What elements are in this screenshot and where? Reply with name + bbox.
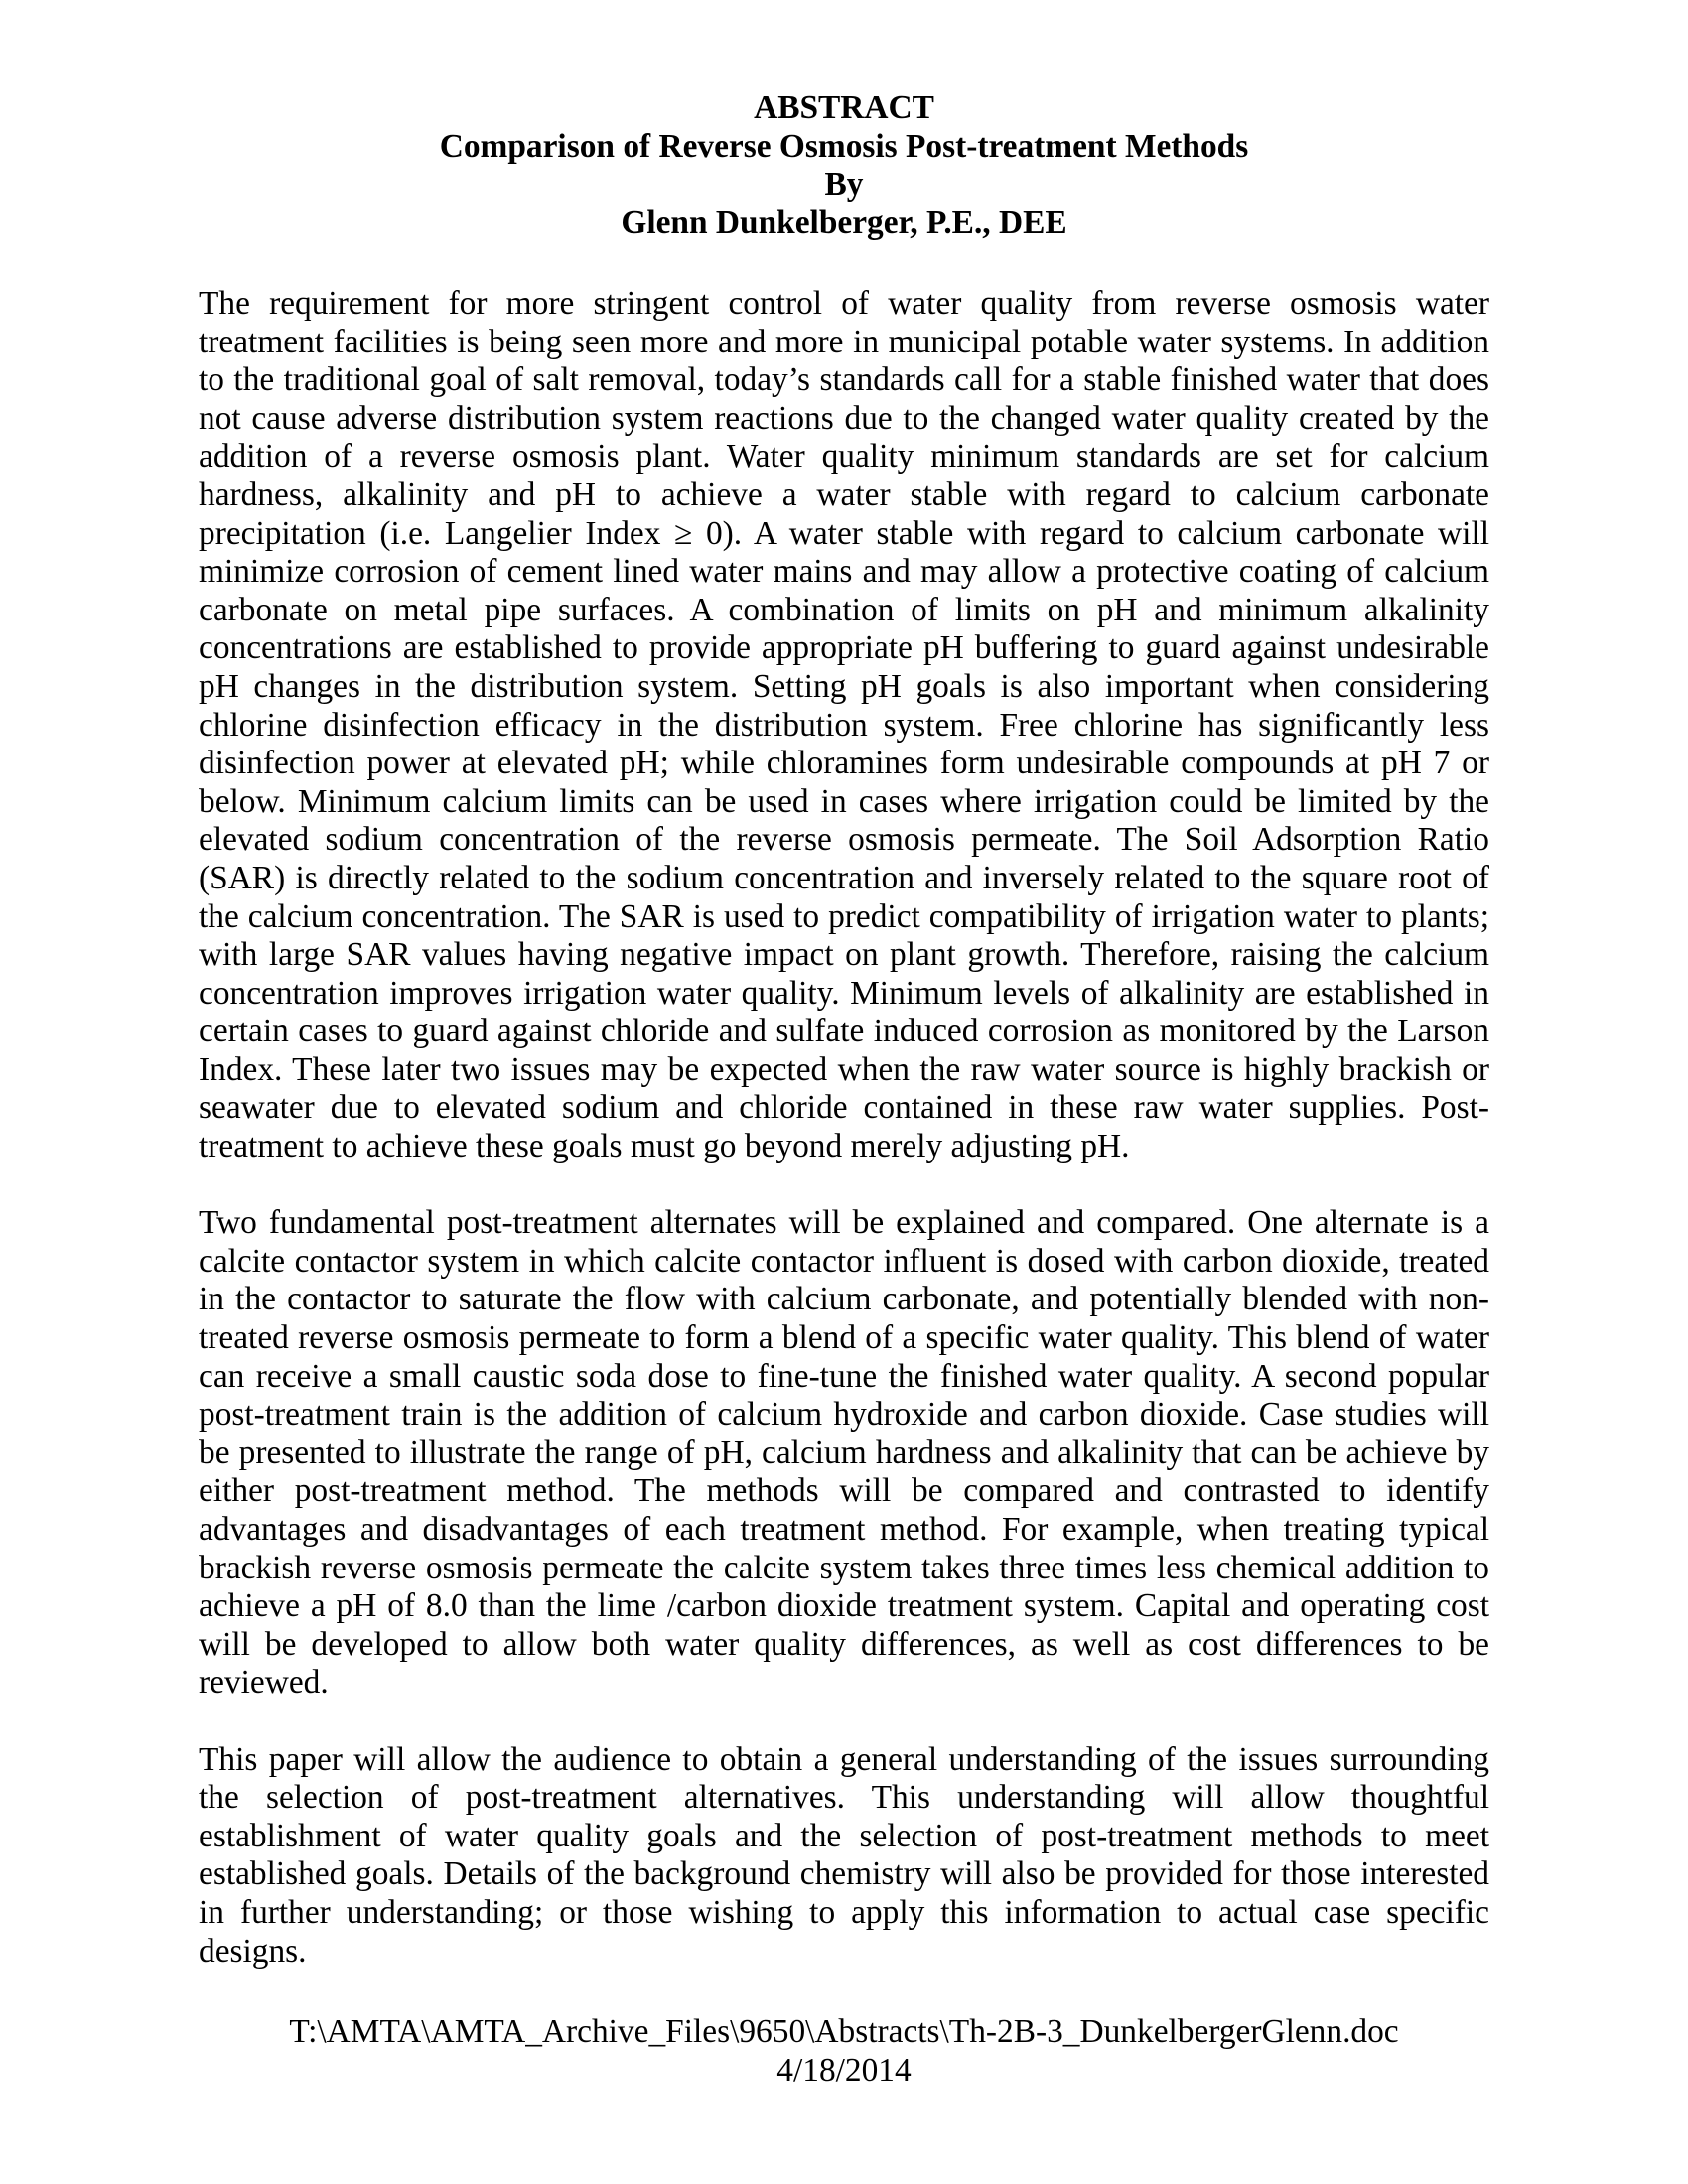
author-name: Glenn Dunkelberger, P.E., DEE <box>621 204 1067 241</box>
byline-label: By <box>824 166 864 203</box>
document-header <box>199 89 1489 242</box>
document-footer <box>199 2013 1489 2090</box>
paragraph-post-treatment-alternates: Two fundamental post-treatment alternates will be explained and compared. One alternate is a calcite contactor system in which calcite contactor influent is dosed with carbon dioxide, treated in the contactor to saturate the flow with calcium carbonate, and potentially blended with non-treated reverse osmosis permeate to form a blend of a specific water quality. This blend of water can receive a small caustic soda dose to fine-tune the finished water quality. A second popular post-treatment train is the addition of calcium hydroxide and carbon dioxide. Case studies will be presented to illustrate the range of pH, calcium hardness and alkalinity that can be achieve by either post-treatment method. The methods will be compared and contrasted to identify advantages and disadvantages of each treatment method. For example, when treating typical brackish reverse osmosis permeate the calcite system takes three times less chemical addition to achieve a pH of 8.0 than the lime /carbon dioxide treatment system. Capital and operating cost will be developed to allow both water quality differences, as well as cost differences to be reviewed. <box>199 1204 1489 1702</box>
file-path: T:\AMTA\AMTA_Archive_Files\9650\Abstracts\Th-2B-3_DunkelbergerGlenn.doc <box>289 2013 1399 2050</box>
footer-date: 4/18/2014 <box>776 2051 912 2089</box>
document-body <box>199 285 1489 1971</box>
abstract-heading: ABSTRACT <box>754 89 934 126</box>
paragraph-paper-purpose: This paper will allow the audience to obtain a general understanding of the issues surrounding the selection of post-treatment alternatives. This understanding will allow thoughtful establishment of water quality goals and the selection of post-treatment methods to meet established goals. Details of the background chemistry will also be provided for those interested in further understanding; or those wishing to apply this information to actual case specific designs. <box>199 1740 1489 1970</box>
paper-title: Comparison of Reverse Osmosis Post-treatment Methods <box>439 127 1249 165</box>
paragraph-water-quality-requirements: The requirement for more stringent control of water quality from reverse osmosis water treatment facilities is being seen more and more in municipal potable water systems. In addition to the traditional goal of salt removal, today’s standards call for a stable finished water that does not cause adverse distribution system reactions due to the changed water quality created by the addition of a reverse osmosis plant. Water quality minimum standards are set for calcium hardness, alkalinity and pH to achieve a water stable with regard to calcium carbonate precipitation (i.e. Langelier Index ≥ 0). A water stable with regard to calcium carbonate will minimize corrosion of cement lined water mains and may allow a protective coating of calcium carbonate on metal pipe surfaces. A combination of limits on pH and minimum alkalinity concentrations are established to provide appropriate pH buffering to guard against undesirable pH changes in the distribution system. Setting pH goals is also important when considering chlorine disinfection efficacy in the distribution system. Free chlorine has significantly less disinfection power at elevated pH; while chloramines form undesirable compounds at pH 7 or below. Minimum calcium limits can be used in cases where irrigation could be limited by the elevated sodium concentration of the reverse osmosis permeate. The Soil Adsorption Ratio (SAR) is directly related to the sodium concentration and inversely related to the square root of the calcium concentration. The SAR is used to predict compatibility of irrigation water to plants; with large SAR values having negative impact on plant growth. Therefore, raising the calcium concentration improves irrigation water quality. Minimum levels of alkalinity are established in certain cases to guard against chloride and sulfate induced corrosion as monitored by the Larson Index. These later two issues may be expected when the raw water source is highly brackish or seawater due to elevated sodium and chloride contained in these raw water supplies. Post-treatment to achieve these goals must go beyond merely adjusting pH. <box>199 285 1489 1165</box>
